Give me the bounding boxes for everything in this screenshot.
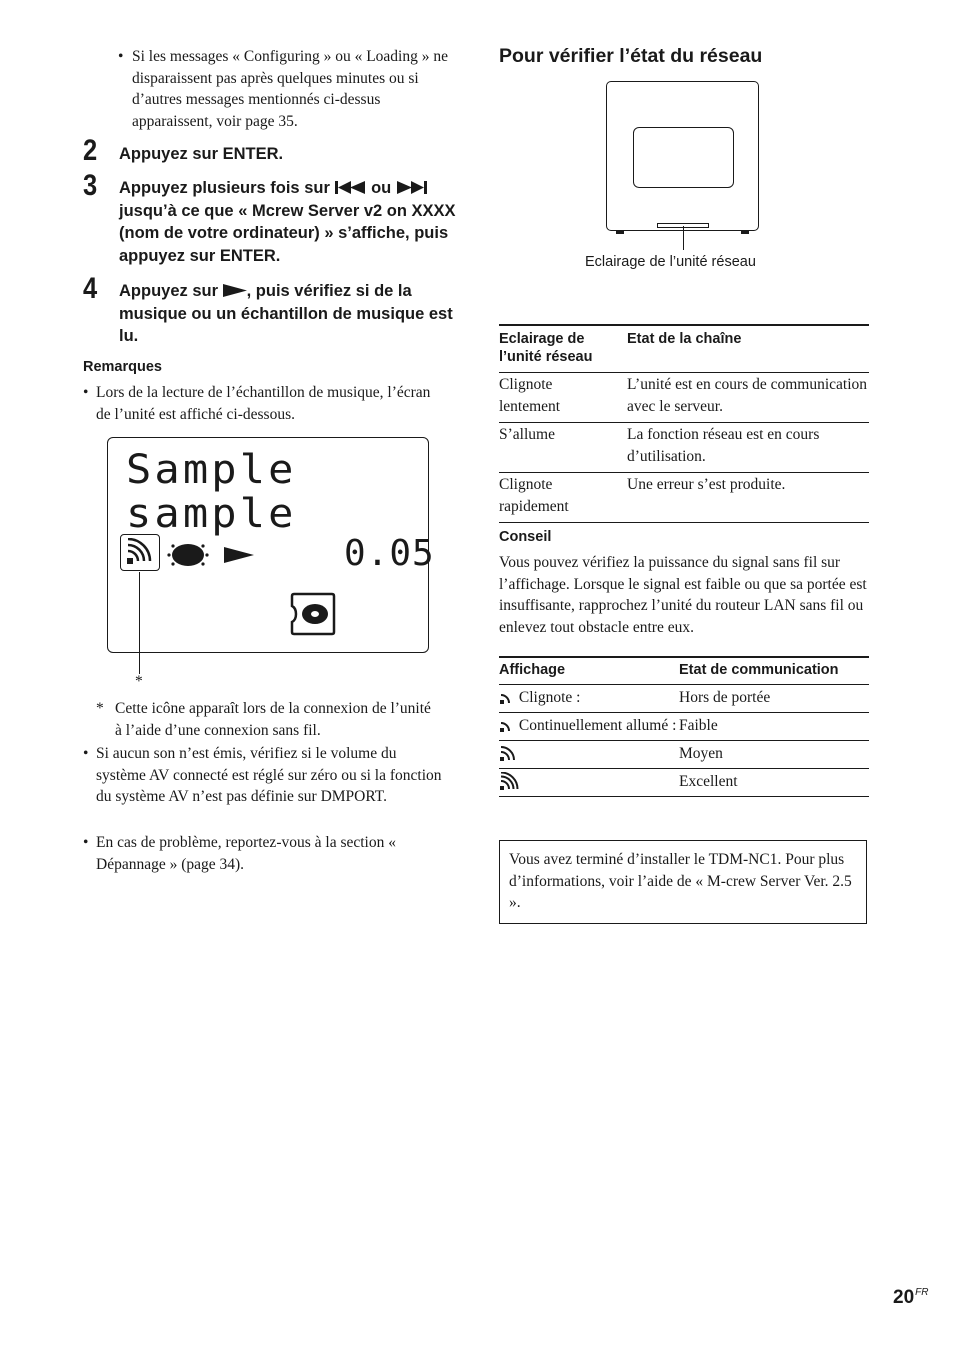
step-text: Appuyez sur ENTER. (119, 145, 284, 163)
table-cell: Clignote : (518, 689, 581, 706)
table-cell: Clignote rapidement (499, 476, 569, 515)
callout-line (139, 572, 140, 674)
disc-indicator-icon (288, 592, 336, 636)
callout-asterisk: * (135, 673, 143, 690)
table-row (499, 769, 869, 797)
tip-title: Conseil (499, 529, 552, 545)
note-3-text: En cas de problème, reportez-vous à la section « Dépannage » (page 34). (96, 834, 396, 873)
step-text: Appuyez sur (119, 282, 219, 300)
step-number: 4 (83, 272, 98, 305)
play-icon (223, 284, 247, 297)
display-line-1: Sample (126, 447, 297, 493)
table-row (499, 373, 869, 423)
table-cell: Moyen (679, 745, 723, 762)
table-cell: S’allume (499, 426, 555, 443)
completion-box (499, 840, 867, 924)
display-play-icon (224, 547, 254, 563)
table-cell: Continuellement allumé : (518, 717, 677, 734)
network-light-table (499, 324, 869, 523)
table-header: Etat de la chaîne (627, 331, 742, 347)
page-number-value: 20 (893, 1287, 915, 1308)
signal-3-icon (499, 772, 523, 792)
note-1: • Lors de la lecture de l’échantillon de musique, l’écran de l’unité est affiché ci-dessous. (83, 382, 443, 425)
page-number-suffix: FR (915, 1287, 929, 1298)
notes-title: Remarques (83, 359, 162, 375)
table-cell: Clignote lentement (499, 376, 561, 415)
step-text: Appuyez plusieurs fois sur (119, 179, 330, 197)
step-text: , puis vérifiez si de la musique ou un échantillon de musique est lu. (119, 282, 453, 345)
disc-activity-icon (165, 540, 211, 570)
unit-callout-line (683, 226, 684, 250)
footnote (96, 698, 436, 741)
table-row (499, 473, 869, 523)
intro-bullet-text: Si les messages « Configuring » ou « Loading » ne disparaissent pas après quelques minutes ou si d’autres messages mentionnés ci-dessus apparaissent, voir page 35. (132, 48, 448, 130)
note-1-text: Lors de la lecture de l’échantillon de musique, l’écran de l’unité est affiché ci-dessous. (96, 384, 431, 423)
completion-text: Vous avez terminé d’installer le TDM-NC1. Pour plus d’informations, voir l’aide de « M-crew Server Ver. 2.5 ». (509, 851, 852, 911)
footnote-mark: * (96, 700, 104, 717)
footnote-text: Cette icône apparaît lors de la connexion de l’unité à l’aide d’une connexion sans fil. (115, 700, 431, 739)
table-header: Etat de communication (679, 662, 839, 678)
note-2-text: Si aucun son n’est émis, vérifiez si le volume du système AV connecté est réglé sur zéro ou si la fonction du système AV n’est pas définie sur DMPORT. (96, 745, 442, 805)
next-track-icon (396, 181, 428, 194)
signal-2-icon (499, 745, 519, 763)
device-caption: Eclairage de l’unité réseau (585, 254, 756, 270)
table-cell: La fonction réseau est en cours d’utilisation. (627, 426, 820, 465)
section-title: Pour vérifier l’état du réseau (499, 45, 763, 67)
note-3: • En cas de problème, reportez-vous à la section « Dépannage » (page 34). (83, 832, 443, 875)
intro-bullet: • Si les messages « Configuring » ou « Loading » ne disparaissent pas après quelques minutes ou si d’autres messages mentionnés ci-dessus apparaissent, voir page 35. (118, 46, 458, 132)
table-header-row (499, 325, 869, 373)
display-illustration (107, 437, 435, 653)
table-header: Eclairage de l’unité réseau (499, 331, 593, 365)
wireless-signal-icon (125, 538, 157, 566)
signal-strength-table (499, 656, 869, 797)
table-header-row (499, 657, 869, 685)
step-number: 3 (83, 169, 98, 202)
table-cell: Excellent (679, 773, 738, 790)
table-cell: Faible (679, 717, 718, 734)
display-time: 0.05 (344, 533, 435, 574)
table-row (499, 423, 869, 473)
table-header: Affichage (499, 662, 566, 678)
tip-text: Vous pouvez vérifiez la puissance du signal sans fil sur l’affichage. Lorsque le signal est faible ou que sa portée est insuffisante, rapprochez l’unité du routeur LAN sans fil ou enlevez tout obstacle entre eux. (499, 554, 867, 636)
table-row (499, 741, 869, 769)
table-row (499, 713, 869, 741)
note-2: • Si aucun son n’est émis, vérifiez si le volume du système AV connecté est réglé sur zéro ou si la fonction du système AV n’est pas définie sur DMPORT. (83, 743, 443, 808)
display-line-2: sample (126, 491, 297, 537)
step-4-text (119, 280, 464, 348)
step-text: jusqu’à ce que « Mcrew Server v2 on XXXX (nom de votre ordinateur) » s’affiche, puis appuyez sur ENTER. (119, 201, 456, 265)
signal-1-icon (499, 719, 515, 733)
previous-track-icon (334, 181, 366, 194)
step-3-text (119, 177, 464, 267)
page-number (893, 1281, 928, 1310)
signal-1-icon (499, 691, 515, 705)
step-number: 2 (83, 134, 98, 167)
table-cell: L’unité est en cours de communication avec le serveur. (627, 376, 868, 415)
step-2-text (119, 143, 459, 166)
step-text: ou (371, 179, 392, 197)
network-unit-illustration (606, 81, 761, 236)
unit-display-window (633, 127, 734, 188)
table-row (499, 685, 869, 713)
table-cell: Hors de portée (679, 689, 771, 706)
table-cell: Une erreur s’est produite. (627, 476, 786, 493)
